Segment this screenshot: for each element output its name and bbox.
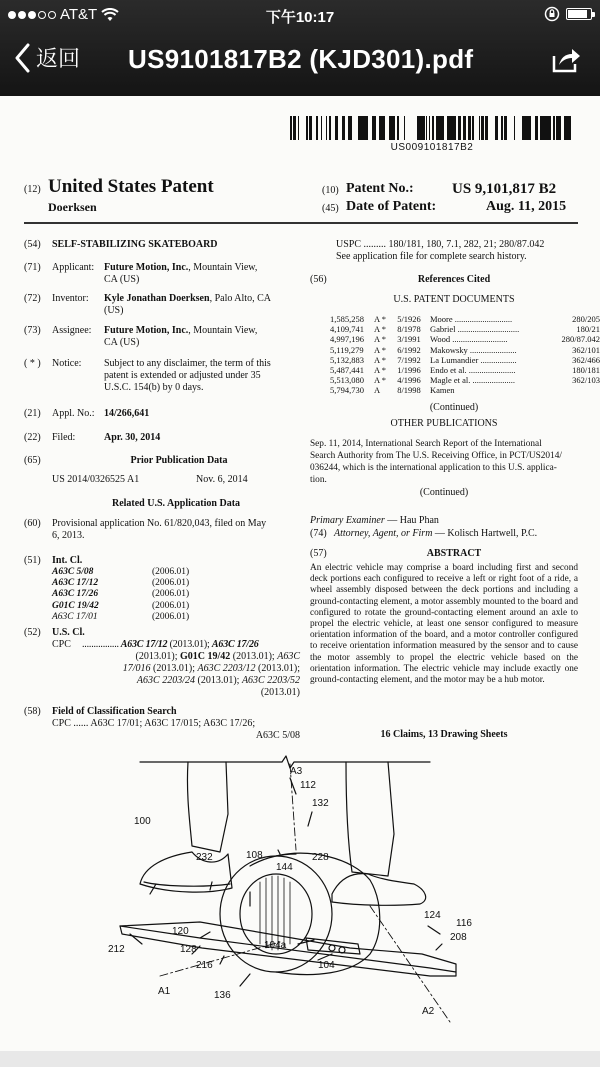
cpc-line-2: (2013.01); G01C 19/42 (2013.01); A63C: [135, 651, 300, 662]
assignee-label: Assignee:: [52, 325, 92, 336]
continued-1: (Continued): [429, 402, 479, 413]
patent-type: United States Patent: [48, 176, 214, 197]
references-table: [330, 314, 600, 396]
code-72: (72): [24, 293, 41, 304]
fig-label: 120: [172, 926, 189, 937]
filed-label: Filed:: [52, 432, 76, 443]
int-cl-row: A63C 17/01 (2006.01): [52, 611, 190, 622]
fig-label: 124: [424, 910, 441, 921]
barcode-number: US009101817B2: [390, 142, 474, 153]
cpc-line-5: (2013.01): [260, 687, 300, 698]
fig-label: 136: [214, 990, 231, 1001]
fig-label: 212: [108, 944, 125, 955]
cpc-line-4: A63C 2203/24 (2013.01); A63C 2203/52: [136, 675, 300, 686]
back-label: 返回: [36, 46, 81, 71]
code-60: (60): [24, 518, 41, 529]
bottom-band: [0, 1051, 600, 1067]
fig-label: A3: [290, 766, 303, 777]
cpc-label: CPC: [52, 639, 71, 650]
code-73: (73): [24, 325, 41, 336]
reference-row: 5,119,279 A * 6/1992 Makowsky ...................... 362/101: [330, 344, 600, 355]
nav-bar: [0, 32, 600, 96]
other-pub-line-1: Sep. 11, 2014, International Search Report of the International: [310, 439, 542, 449]
fig-label: 112: [300, 780, 316, 791]
primary-examiner: Primary Examiner — Hau Phan: [310, 515, 439, 526]
fig-label: 104a: [264, 940, 287, 951]
reference-row: 5,513,080 A * 4/1996 Magle et al. .................... 362/103: [330, 375, 600, 386]
fig-label: 228: [312, 852, 329, 863]
code-45: (45): [322, 203, 339, 214]
code-71: (71): [24, 262, 41, 273]
fig-label: 100: [134, 816, 151, 827]
provisional-line-1: Provisional application No. 61/820,043, filed on May: [52, 518, 267, 529]
other-pub-line-2: Search Authority from The U.S. Receiving Office, in PCT/US2014/: [310, 451, 562, 461]
axis-a2: [370, 906, 450, 1022]
bolt: [329, 945, 335, 951]
code-58: (58): [24, 706, 41, 717]
abstract-text: An electric vehicle may comprise a board including first and second deck portions each configured to receive a left or right foot of a ride, a wheel assembly disposed between the deck portions and including a ground-contacting element, a motor assembly mounted to the board and configured to rotate the ground-contacting element around an axle to propel the electric vehicle, at least one sensor configured to measure orientation information of the board, and a motor controller configured to receive orientation information measured by the sensor and to cause the motor assembly to propel the electric vehicle based on the orientation information. The electric vehicle may include exactly one ground-contacting element, and the motor may be a hub motor.: [310, 563, 578, 686]
fig-label: 116: [456, 918, 472, 929]
document-title: US9101817B2 (KJD301).pdf: [128, 44, 474, 74]
reference-row: 5,132,883 A * 7/1992 La Lumandier ................. 362/466: [330, 354, 600, 365]
field-search-heading: Field of Classification Search: [52, 706, 177, 717]
other-publications-heading: OTHER PUBLICATIONS: [390, 418, 498, 429]
related-data-heading: Related U.S. Application Data: [111, 498, 241, 509]
prior-publication-number: US 2014/0326525 A1: [52, 474, 140, 485]
field-search-line-2: A63C 5/08: [255, 730, 300, 741]
code-21: (21): [24, 408, 41, 419]
code-57: (57): [310, 548, 327, 559]
claims-summary: 16 Claims, 13 Drawing Sheets: [380, 729, 508, 740]
applicant-location: CA (US): [104, 274, 140, 285]
fig-label: 216: [196, 960, 213, 971]
notice-line-2: patent is extended or adjusted under 35: [104, 370, 261, 381]
fig-label: 132: [312, 798, 329, 809]
other-pub-line-3: 036244, which is the international application to this U.S. applica-: [310, 463, 557, 473]
code-22: (22): [24, 432, 41, 443]
code-12: (12): [24, 184, 41, 195]
prior-publication-heading: Prior Publication Data: [130, 455, 228, 466]
rotation-lock-icon: [544, 6, 560, 22]
fig-label: 232: [196, 852, 213, 863]
references-heading: References Cited: [417, 274, 491, 285]
uspc-note: See application file for complete search history.: [336, 251, 527, 262]
status-right: [544, 6, 592, 22]
abstract-heading: ABSTRACT: [426, 548, 482, 559]
fig-label: 108: [246, 850, 263, 861]
code-51: (51): [24, 555, 41, 566]
carrier-label: AT&T: [60, 6, 98, 23]
pdf-page[interactable]: [0, 96, 600, 1051]
int-cl-row: G01C 19/42 (2006.01): [52, 600, 190, 611]
fig-label: 128: [180, 944, 197, 955]
inventor-label: Inventor:: [52, 293, 89, 304]
share-button[interactable]: [550, 46, 582, 79]
code-52: (52): [24, 627, 41, 638]
inventor-surname: Doerksen: [48, 200, 97, 214]
patent-number: US 9,101,817 B2: [452, 181, 557, 197]
notice-line-3: U.S.C. 154(b) by 0 days.: [104, 382, 204, 393]
notice-line-1: Subject to any disclaimer, the term of this: [104, 358, 271, 369]
patent-date: Aug. 11, 2015: [486, 199, 567, 214]
fig-label: A2: [422, 1006, 435, 1017]
reference-row: 4,997,196 A * 3/1991 Wood .......................... 280/87.042: [330, 334, 600, 345]
header-rule: [24, 222, 578, 224]
int-cl-row: A63C 5/08 (2006.01): [52, 567, 190, 577]
right-leg: [346, 762, 394, 876]
board: [120, 922, 456, 972]
code-56: (56): [310, 274, 327, 285]
int-cl-row: A63C 17/12 (2006.01): [52, 578, 190, 589]
back-button[interactable]: [14, 42, 80, 73]
fig-label: A1: [158, 986, 171, 997]
share-icon: [550, 46, 582, 74]
invention-title: SELF-STABILIZING SKATEBOARD: [52, 239, 218, 250]
app-chrome: [0, 0, 600, 96]
fig-label: 144: [276, 862, 293, 873]
fig-label: 104: [318, 960, 335, 971]
prior-publication-date: Nov. 6, 2014: [196, 474, 248, 485]
status-time: 下午10:17: [265, 9, 335, 26]
applicant: Future Motion, Inc., Mountain View,: [104, 262, 258, 273]
reference-row: 5,794,730 A 8/1998 Kamen: [330, 385, 455, 396]
appl-label: Appl. No.:: [52, 408, 95, 419]
code-74: (74): [310, 528, 327, 539]
reference-row: 4,109,741 A * 8/1978 Gabriel ............................. 180/21: [330, 324, 600, 335]
int-cl-label: Int. Cl.: [52, 555, 83, 566]
hub-motor: [260, 876, 290, 950]
cpc-line-3: 17/016 (2013.01); A63C 2203/12 (2013.01);: [122, 663, 300, 674]
code-10: (10): [322, 185, 339, 196]
notice-label: Notice:: [52, 358, 82, 369]
left-leg: [187, 762, 228, 852]
cpc-line-1: ................ A63C 17/12 (2013.01); A63C 17/26: [82, 639, 259, 650]
inventor: Kyle Jonathan Doerksen, Palo Alto, CA: [104, 293, 271, 304]
right-shoe: [332, 874, 426, 906]
continued-2: (Continued): [419, 487, 469, 498]
code-65: (65): [24, 455, 41, 466]
int-cl-table: [52, 567, 189, 623]
chevron-left-icon: [14, 43, 30, 73]
field-search-line-1: CPC ...... A63C 17/01; A63C 17/015; A63C 17/26;: [52, 718, 256, 729]
skateboard-drawing: [100, 754, 500, 1044]
barcode: [290, 116, 574, 140]
other-pub-line-4: tion.: [310, 475, 327, 485]
break-line: [140, 756, 430, 768]
inventor-location: (US): [104, 305, 124, 316]
applicant-label: Applicant:: [52, 262, 95, 273]
fig-label: 208: [450, 932, 467, 943]
status-bar: [0, 0, 600, 32]
us-cl-label: U.S. Cl.: [52, 627, 85, 638]
uspc-line: USPC ......... 180/181, 180, 7.1, 282, 21; 280/87.042: [336, 239, 545, 250]
appl-number: 14/266,641: [104, 408, 150, 419]
date-label: Date of Patent:: [346, 199, 437, 214]
us-documents-heading: U.S. PATENT DOCUMENTS: [393, 294, 515, 305]
battery-icon: [566, 8, 592, 20]
reference-row: 5,487,441 A * 1/1996 Endo et al. ...................... 180/181: [330, 365, 600, 376]
int-cl-row: A63C 17/26 (2006.01): [52, 589, 190, 600]
attorney: Attorney, Agent, or Firm — Kolisch Hartwell, P.C.: [334, 528, 538, 539]
assignee-location: CA (US): [104, 337, 140, 348]
provisional-line-2: 6, 2013.: [52, 530, 85, 541]
code-notice: ( * ): [24, 358, 41, 369]
assignee: Future Motion, Inc., Mountain View,: [104, 325, 258, 336]
filed-date: Apr. 30, 2014: [104, 432, 161, 443]
code-54: (54): [24, 239, 41, 250]
reference-row: 1,585,258 A * 5/1926 Moore ........................... 280/205: [330, 314, 600, 324]
patent-no-label: Patent No.:: [346, 181, 414, 196]
